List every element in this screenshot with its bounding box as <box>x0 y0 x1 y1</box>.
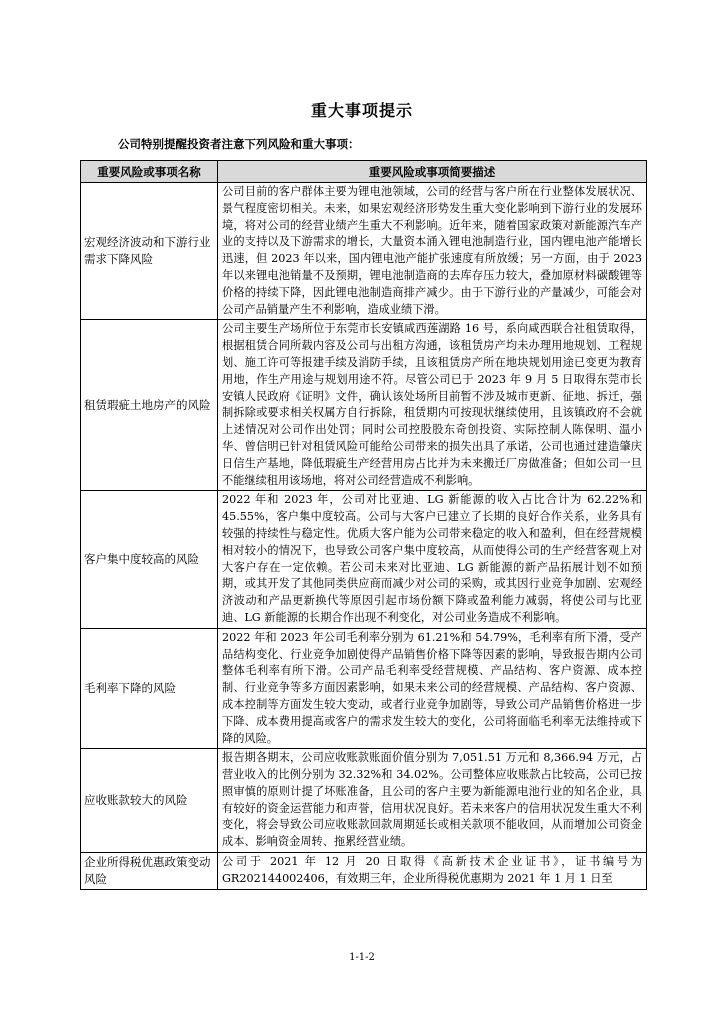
table-row <box>81 320 647 491</box>
header-risk-description: 重要风险或事项简要描述 <box>218 161 647 183</box>
risk-description: 报告期各期末，公司应收账款账面价值分别为 7,051.51 万元和 8,366.94 万元，占营业收入的比例分别为 32.32%和 34.02%。公司整体应收账款占比较高，公司已按照审慎的原则计提了坏账准备，且公司的客户主要为新能源电池行业的知名企业，具有较好的资金运营能力和声誉，信用状况良好。若未来客户的信用状况发生重大不利变化，将会导致公司应收账款回款周期延长或相关款项不能收回，从而增加公司资金成本、影响资金周转、拖累经营业绩。 <box>218 749 647 853</box>
risk-description: 公司目前的客户群体主要为锂电池领域，公司的经营与客户所在行业整体发展状况、景气程度密切相关。未来，如果宏观经济形势发生重大变化影响到下游行业的发展环境，将对公司的经营业绩产生重大不利影响。近年来，随着国家政策对新能源汽车产业的支持以及下游需求的增长，大量资本涌入锂电池制造行业，国内锂电池产能增长迅速，但 2023 年以来，国内锂电池产能扩张速度有所放缓；另一方面，由于 2023 年以来锂电池销量不及预期，锂电池制造商的去库存压力较大，叠加原材料碳酸锂等价格的持续下降，因此锂电池制造商排产减少。由于下游行业的产量减少，可能会对公司产品销量产生不利影响，造成业绩下滑。 <box>218 183 647 320</box>
table-row <box>81 853 647 890</box>
risk-name: 租赁瑕疵土地房产的风险 <box>81 320 218 491</box>
risk-name: 宏观经济波动和下游行业需求下降风险 <box>81 183 218 320</box>
risk-name: 应收账款较大的风险 <box>81 749 218 853</box>
risk-name: 毛利率下降的风险 <box>81 628 218 749</box>
risk-name: 企业所得税优惠政策变动风险 <box>81 853 218 890</box>
risk-name: 客户集中度较高的风险 <box>81 491 218 628</box>
page-number: 1-1-2 <box>349 952 375 963</box>
risk-table <box>80 160 647 890</box>
table-row <box>81 628 647 749</box>
intro-text: 公司特别提醒投资者注意下列风险和重大事项： <box>118 137 360 151</box>
risk-description: 公司于 2021 年 12 月 20 日取得《高新技术企业证书》，证书编号为 GR202144002406，有效期三年，企业所得税优惠期为 2021 年 1 月 1 日至 <box>218 853 647 890</box>
page-title: 重大事项提示 <box>310 101 413 120</box>
table-row <box>81 491 647 628</box>
risk-description: 公司主要生产场所位于东莞市长安镇咸西莲湖路 16 号，系向咸西联合社租赁取得，根据租赁合同所载内容及公司与出租方沟通，该租赁房产均未办理用地规划、工程规划、施工许可等报建手续及消防手续，且该租赁房产所在地块规划用途已变更为教育用地，作生产用途与规划用途不符。尽管公司已于 2023 年 9 月 5 日取得东莞市长安镇人民政府《证明》文件，确认该处场所目前暂不涉及城市更新、征地、拆迁，强制拆除或要求相关权属方自行拆除，租赁期内可按现状继续使用，且该镇政府不会就上述情况对公司作出处罚；同时公司控股股东奇创投资、实际控制人陈保明、温小华、曾信明已针对租赁风险可能给公司带来的损失出具了承诺，公司也通过建造肇庆日信生产基地，降低瑕疵生产经营用房占比并为未来搬迁厂房做准备；但如公司一旦不能继续租用该场地，将对公司经营造成不利影响。 <box>218 320 647 491</box>
risk-description: 2022 年和 2023 年，公司对比亚迪、LG 新能源的收入占比合计为 62.22%和 45.55%，客户集中度较高。公司与大客户已建立了长期的良好合作关系，业务具有较强的持续性与稳定性。优质大客户能为公司带来稳定的收入和盈利，但在经营规模相对较小的情况下，也导致公司客户集中度较高，从而使得公司的生产经营客观上对大客户存在一定依赖。若公司未来对比亚迪、LG 新能源的新产品拓展计划不如预期，或其开发了其他同类供应商而减少对公司的采购，或其因行业竞争加剧、宏观经济波动和产品更新换代等原因引起市场份额下降或盈利能力减弱，将使公司与比亚迪、LG 新能源的长期合作出现不利变化，对公司业务造成不利影响。 <box>218 491 647 628</box>
table-row <box>81 749 647 853</box>
risk-description: 2022 年和 2023 年公司毛利率分别为 61.21%和 54.79%，毛利率有所下滑，受产品结构变化、行业竞争加剧使得产品销售价格下降等因素的影响，导致报告期内公司整体毛利率有所下滑。公司产品毛利率受经营规模、产品结构、客户资源、成本控制、行业竞争等多方面因素影响，如果未来公司的经营规模、产品结构、客户资源、成本控制等方面发生较大变动，或者行业竞争加剧等，导致公司产品销售价格进一步下降、成本费用提高或客户的需求发生较大的变化，公司将面临毛利率无法维持或下降的风险。 <box>218 628 647 749</box>
header-risk-name: 重要风险或事项名称 <box>81 161 218 183</box>
table-row <box>81 183 647 320</box>
table-header-row <box>81 161 647 183</box>
